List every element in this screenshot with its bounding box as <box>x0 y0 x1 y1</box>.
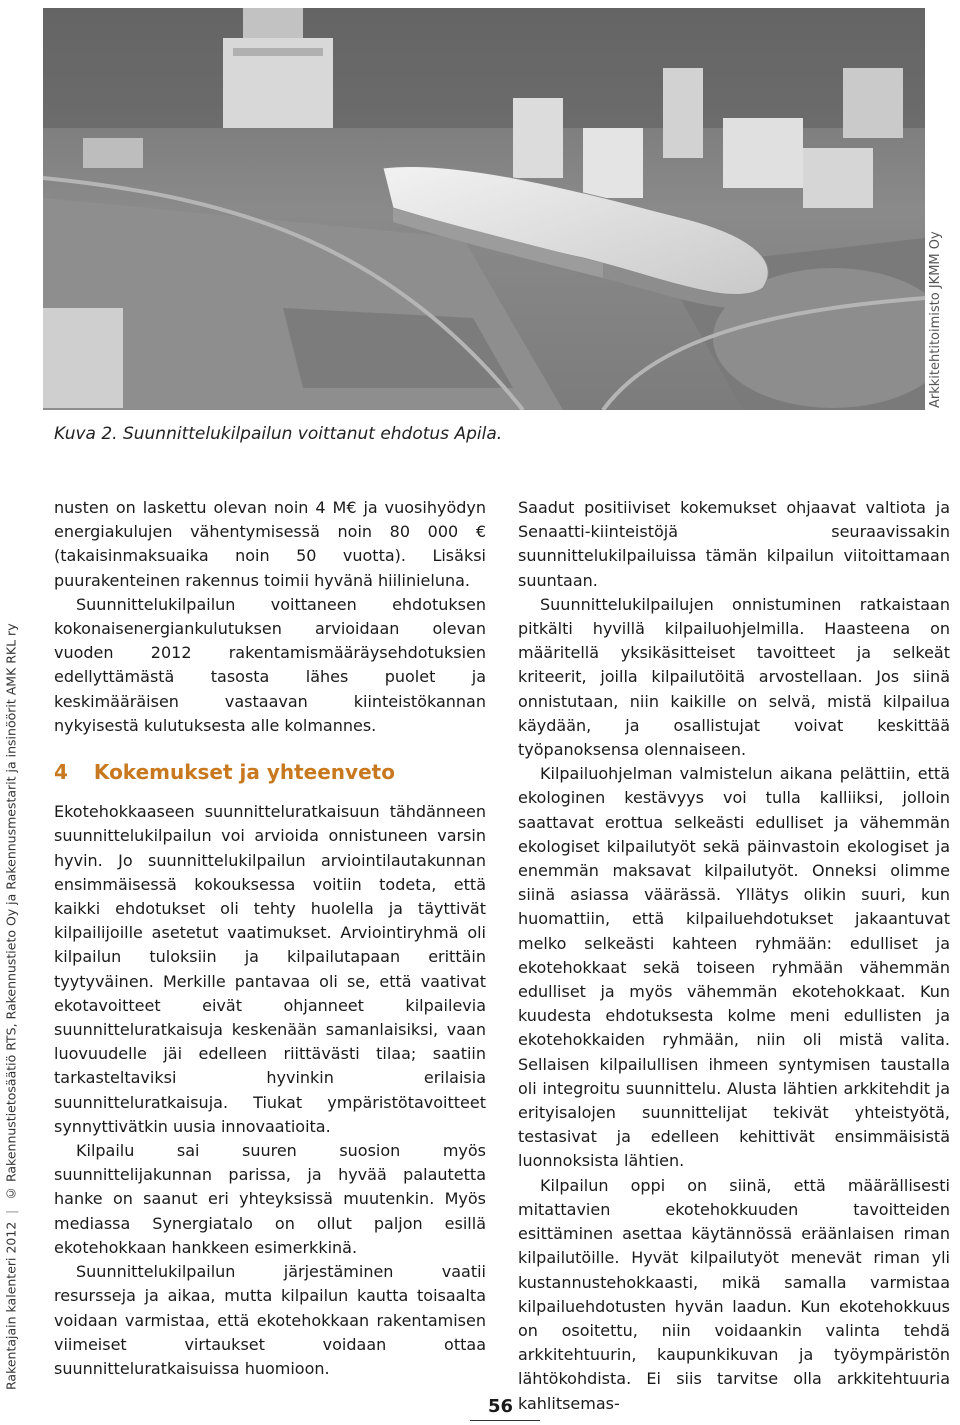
section-heading-text: Kokemukset ja yhteenveto <box>93 760 395 785</box>
side-copyright-left: Rakentajain kalenteri 2012 <box>3 1221 19 1390</box>
side-copyright-separator: | <box>3 1209 19 1214</box>
right-para-4: Kilpailun oppi on siinä, että määrällisesti mitattavien ekotehokkuuden tavoitteiden esittäminen asettaa käytännössä eräänlaisen riman kilpailutöille. Hyvät kilpailutyöt menevät riman yli kustannustehokkaasti, mikä samalla varmistaa kilpailuehdotusten hyvän laadun. Kun ekotehokkuus on osoitettu, niin voidaankin valinta tehdä arkkitehtuurin, kaupunkikuvan ja työympäristön lähtökohdista. Ei siis tarvitse olla arkkitehtuuria kahlitsemas- <box>518 1175 950 1413</box>
figure-caption: Kuva 2. Suunnittelukilpailun voittanut ehdotus Apila. <box>54 424 503 444</box>
left-column <box>54 496 486 1381</box>
right-column <box>518 496 950 1416</box>
page-number: 56 <box>488 1396 514 1417</box>
section-heading-number: 4 <box>54 760 68 785</box>
left-para-1: nusten on laskettu olevan noin 4 M€ ja vuosihyödyn energiakulujen vähentymisessä noin 80 000 € (takaisinmaksuaika noin 50 vuotta). Lisäksi puurakenteinen rakennus toimii hyvänä hiilinieluna. <box>54 498 486 590</box>
left-para-5: Suunnittelukilpailun järjestäminen vaatii resursseja ja aikaa, mutta kilpailun kautta toisaalta voidaan varmistaa, että ekotehokkaan rakentamisen viimeiset virtaukset voidaan ottaa suunnitteluratkaisuissa huomioon. <box>54 1262 486 1378</box>
left-para-3: Ekotehokkaaseen suunnitteluratkaisuun tähdänneen suunnittelukilpailun voi arvioida onnistuneen varsin hyvin. Jo suunnittelukilpailun arviointilautakunnan ensimmäisessä kokouksessa voitiin todeta, että kaikki ehdotukset oli tehty huolella ja täyttivät kilpailijoille asetetut vaatimukset. Arviointiryhmä oli kilpailun tuloksiin ja kilpailutapaan erittäin tyytyväinen. Merkille pantavaa oli se, että vaativat ekotavoitteet eivät ohjanneet kilpailevia suunnitteluratkaisuja keskenään samanlaisiksi, vaan luovuudelle jäi edelleen riittävästi tilaa; saatiin tarkasteltaviksi hyvinkin erilaisia suunnitteluratkaisuja. Tiukat ympäristötavoitteet synnyttivätkin uusia innovaatioita. <box>54 802 486 1136</box>
left-para-4: Kilpailu sai suuren suosion myös suunnittelijakunnan parissa, ja hyvää palautetta hanke on saanut eri yhteyksissä muutenkin. Myös mediassa Synergiatalo on ollut paljon esillä ekotehokkaan hankkeen esimerkkinä. <box>54 1141 486 1257</box>
right-para-3: Kilpailuohjelman valmistelun aikana pelättiin, että ekologinen kestävyys voi tulla kalliiksi, jolloin saattavat erottua selkeästi edulliset ja vähemmän ekologiset kilpailutyöt sekä päinvastoin ekologiset ja enemmän maksavat kilpailutyöt. Onneksi olimme siinä asiassa väärässä. Yllätys olikin suuri, kun huomattiin, että kilpailuehdotukset jakaantuvat melko selkeästi kahteen ryhmään: edulliset ja ekotehokkaat sekä toiseen ryhmään vähemmän edulliset ja myös vähemmän ekotehokkaat. Kun kuudesta ehdotuksesta kolme meni edullisten ja ekotehokkaiden ryhmään, niin oli mistä valita. Sellaisen kilpailullisen ihmeen syntymisen taustalla oli integroitu suunnittelu. Alusta lähtien arkkitehdit ja erityisalojen suunnittelijat tekivät yhteistyötä, testasivat ja edelleen kehittivät ensimmäisistä luonnoksista lähtien. <box>518 764 950 1171</box>
left-para-2: Suunnittelukilpailun voittaneen ehdotuksen kokonaisenergiankulutuksen arvioidaan olevan vuoden 2012 rakentamismääräysehdotuksien edellyttämästä tasosta lähes puolet ja keskimääräisen vastaavan kiinteistökannan nykyisestä kulutuksesta alle kolmannes. <box>54 594 486 735</box>
aerial-photo <box>43 8 925 410</box>
side-copyright <box>0 500 22 1390</box>
side-copyright-right: © Rakennustietosäätiö RTS, Rakennustieto Oy ja Rakennusmestarit ja insinöörit AMK RKL ry <box>3 623 19 1202</box>
right-para-2: Suunnittelukilpailujen onnistuminen ratkaistaan pitkälti hyvillä kilpailuohjelmilla. Haasteena on määritellä yksikäsitteiset tavoitteet ja selkeät kriteerit, joilla kilpailutöitä arvostellaan. Jos siinä onnistutaan, niin kaikille on selvä, mistä kilpailua käydään, ja osallistujat voivat keskittää työpanoksensa olennaiseen. <box>518 594 950 760</box>
section-heading <box>54 760 486 784</box>
photo-credit: Arkkitehtitoimisto JKMM Oy <box>928 231 943 408</box>
page-number-rule <box>470 1420 540 1421</box>
right-para-1: Saadut positiiviset kokemukset ohjaavat valtiota ja Senaatti-kiinteistöjä seuraavissakin suunnittelukilpailuissa tämän kilpailun viitoittamaan suuntaan. <box>518 498 950 590</box>
